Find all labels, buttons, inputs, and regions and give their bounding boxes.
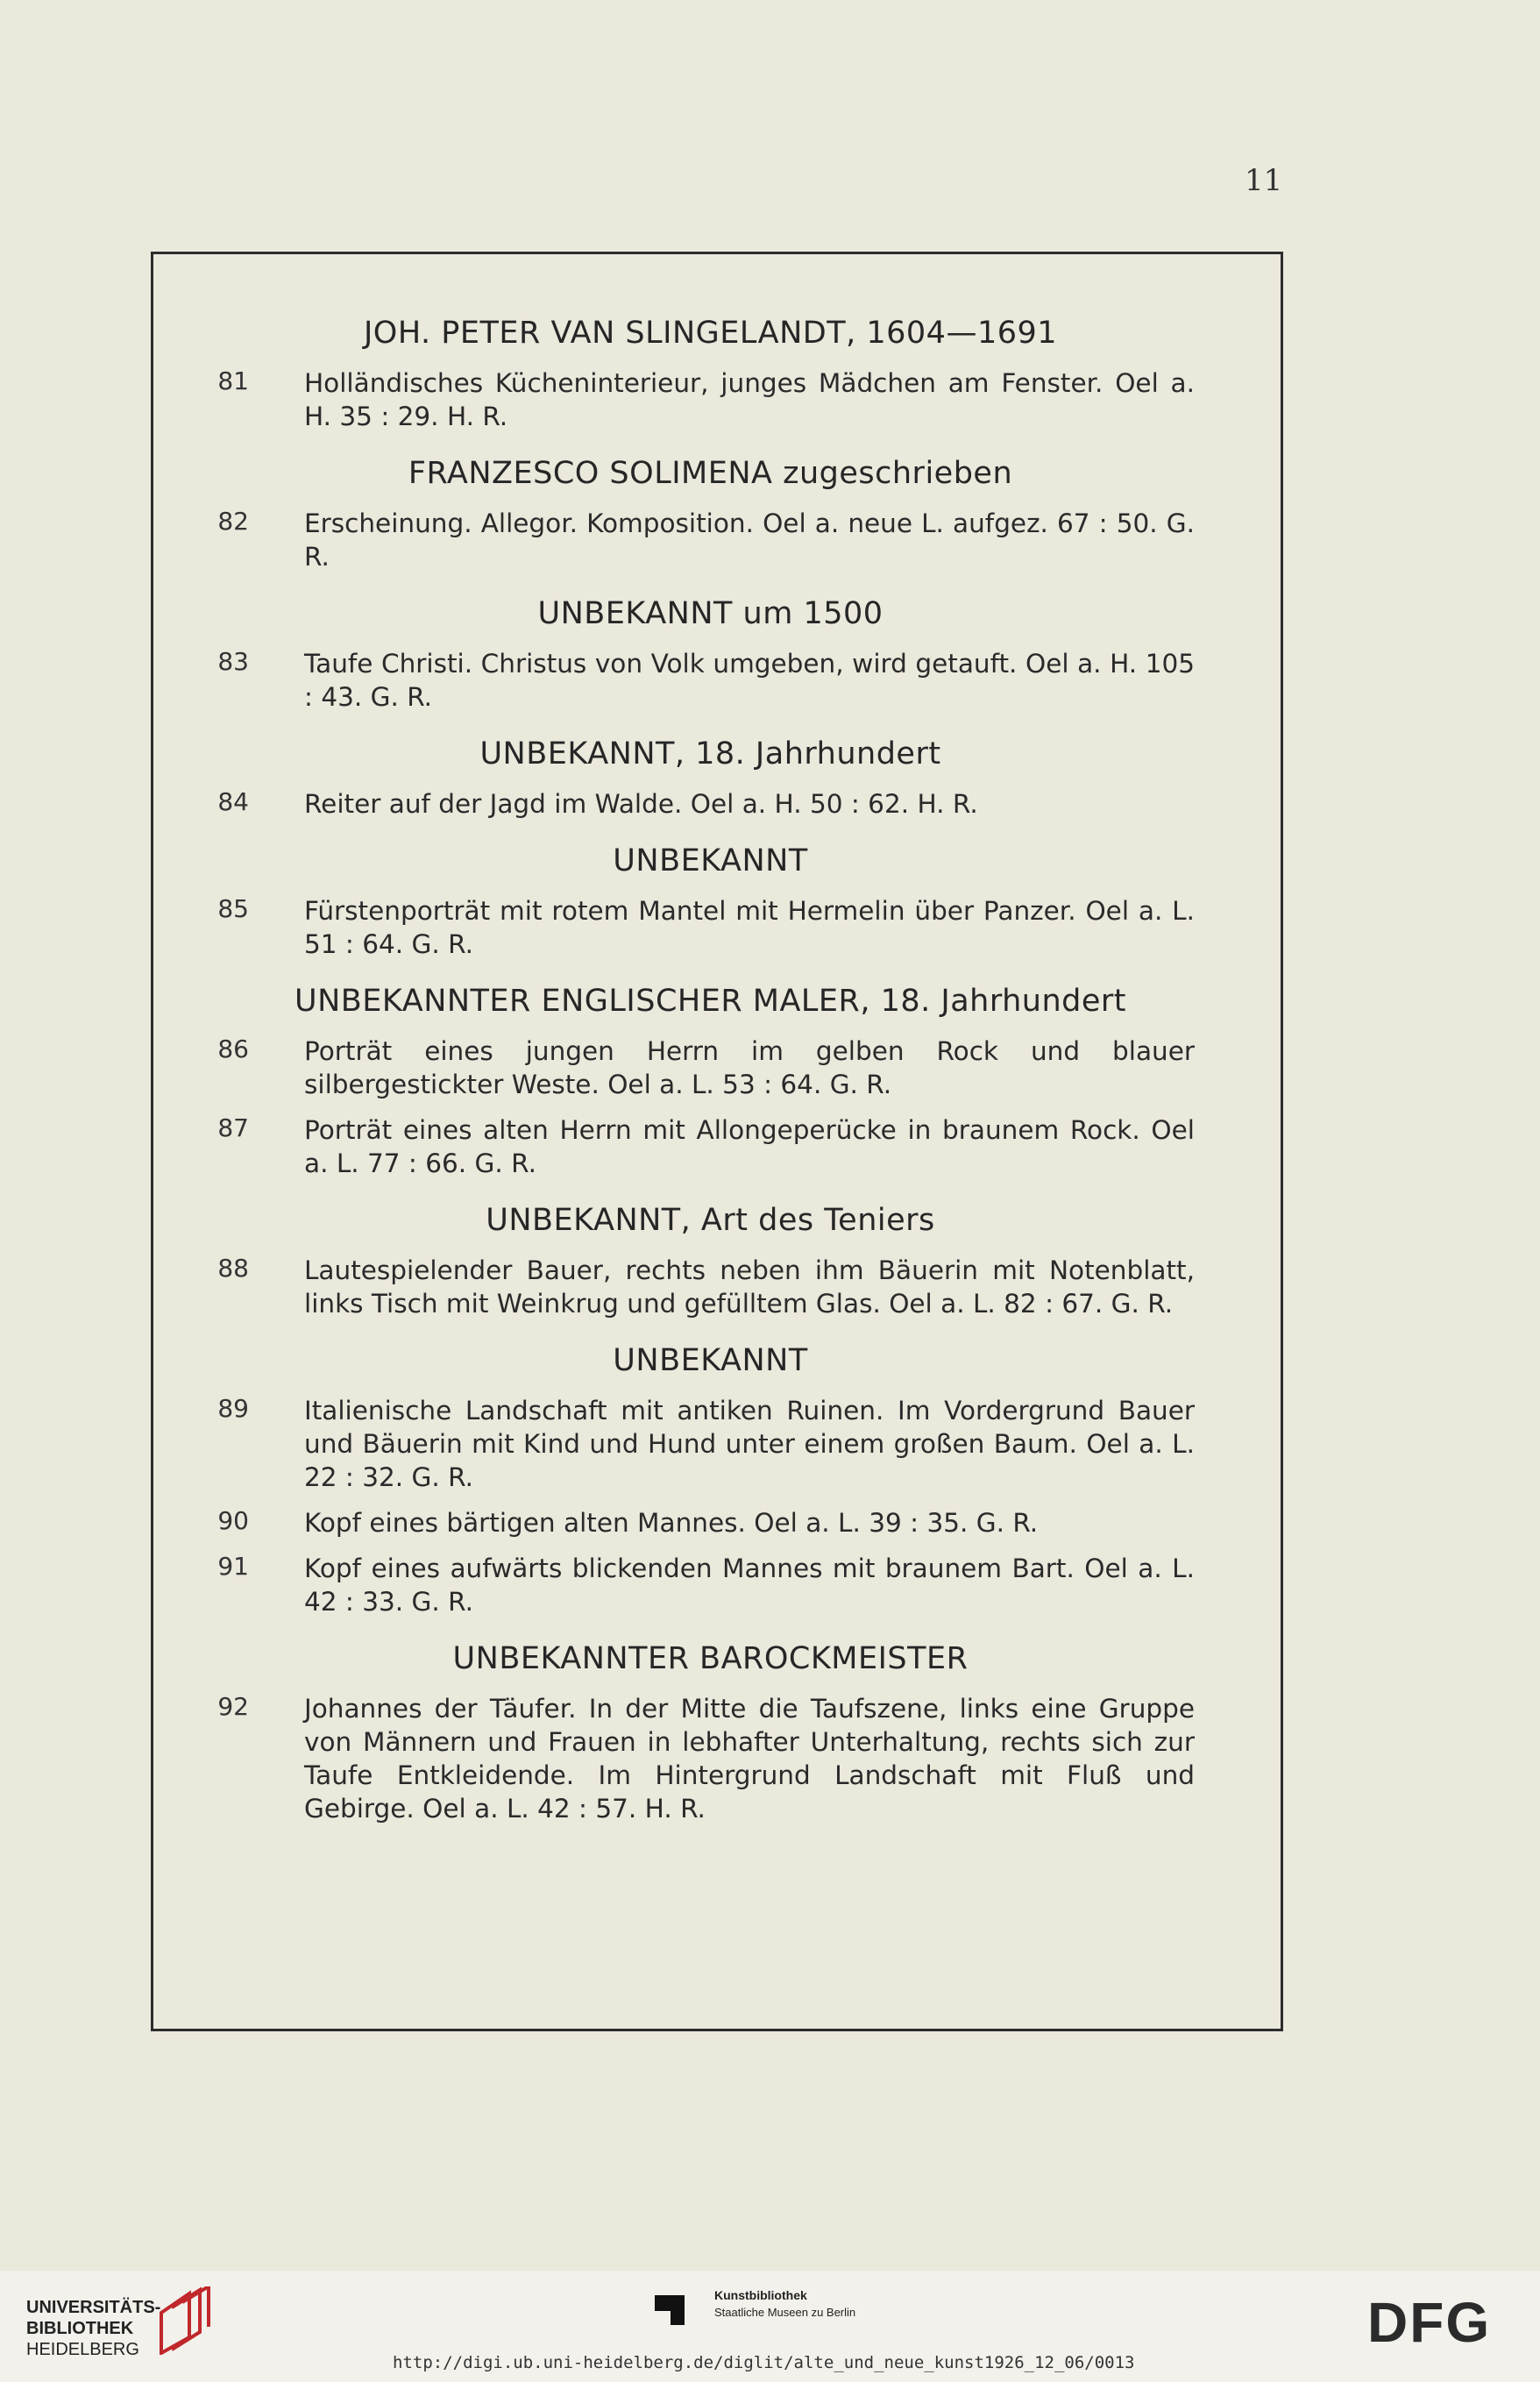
section-title: UNBEKANNTER ENGLISCHER MALER, 18. Jahrhundert <box>294 984 1127 1019</box>
permalink-url[interactable]: http://digi.ub.uni-heidelberg.de/diglit/alte_und_neue_kunst1926_12_06/0013 <box>393 2353 1135 2372</box>
dfg-logo[interactable]: DFG <box>1367 2291 1492 2354</box>
catalog-section <box>217 1343 1195 1618</box>
page-number: 11 <box>1245 163 1283 198</box>
entry-number: 88 <box>217 1254 249 1283</box>
section-title: UNBEKANNT um 1500 <box>537 596 884 631</box>
catalog-entry <box>217 1113 1195 1180</box>
entry-number: 83 <box>217 647 249 676</box>
catalog-entry <box>217 894 1195 961</box>
entry-text: Johannes der Täufer. In der Mitte die Taufszene, links eine Gruppe von Männern und Frauen in lebhafter Unterhaltung, rechts sich zur Taufe Entkleidende. Im Hintergrund Landschaft mit Fluß und Gebirge. Oel a. L. 42 : 57. H. R. <box>304 1694 1195 1824</box>
entry-text: Fürstenporträt mit rotem Mantel mit Hermelin über Panzer. Oel a. L. 51 : 64. G. R. <box>304 896 1195 959</box>
entry-text: Porträt eines jungen Herrn im gelben Rock und blauer silbergestickter Weste. Oel a. L. 53 : 64. G. R. <box>304 1036 1195 1099</box>
entry-number: 84 <box>217 787 249 816</box>
catalog-section <box>217 596 1195 714</box>
entry-text: Reiter auf der Jagd im Walde. Oel a. H. 50 : 62. H. R. <box>304 789 978 819</box>
catalog-entry <box>217 647 1195 714</box>
kunstbibliothek-logo[interactable] <box>653 2288 881 2341</box>
entry-text: Taufe Christi. Christus von Volk umgeben, wird getauft. Oel a. H. 105 : 43. G. R. <box>304 649 1195 712</box>
entry-number: 92 <box>217 1692 249 1721</box>
entry-text: Kopf eines bärtigen alten Mannes. Oel a. L. 39 : 35. G. R. <box>304 1508 1039 1538</box>
catalog-entry <box>217 366 1195 433</box>
entry-number: 85 <box>217 894 249 923</box>
catalog-section <box>217 843 1195 961</box>
entry-number: 81 <box>217 366 249 395</box>
ub-line3: HEIDELBERG <box>26 2340 139 2359</box>
catalog-section <box>217 456 1195 573</box>
kunstbibliothek-emblem-icon <box>653 2288 688 2327</box>
entry-text: Porträt eines alten Herrn mit Allongeperücke in braunem Rock. Oel a. L. 77 : 66. G. R. <box>304 1115 1195 1178</box>
ub-line1: UNIVERSITÄTS- <box>26 2298 161 2317</box>
section-title: JOH. PETER VAN SLINGELANDT, 1604—1691 <box>363 316 1058 351</box>
catalog-section <box>217 1203 1195 1320</box>
catalog-entry <box>217 1394 1195 1494</box>
entry-number: 87 <box>217 1113 249 1142</box>
entry-text: Kopf eines aufwärts blickenden Mannes mit braunem Bart. Oel a. L. 42 : 33. G. R. <box>304 1554 1195 1617</box>
entry-text: Erscheinung. Allegor. Komposition. Oel a. neue L. aufgez. 67 : 50. G. R. <box>304 508 1195 572</box>
catalog-entry <box>217 787 1195 821</box>
catalog-section <box>217 316 1195 433</box>
entry-number: 90 <box>217 1506 249 1535</box>
entry-text: Lautespielender Bauer, rechts neben ihm Bäuerin mit Notenblatt, links Tisch mit Weinkrug und gefülltem Glas. Oel a. L. 82 : 67. G. R. <box>304 1255 1195 1319</box>
ub-emblem-icon <box>154 2286 212 2355</box>
entry-number: 86 <box>217 1035 249 1063</box>
entry-text: Holländisches Kücheninterieur, junges Mädchen am Fenster. Oel a. H. 35 : 29. H. R. <box>304 368 1195 431</box>
catalog-entry <box>217 507 1195 573</box>
catalog-entry <box>217 1552 1195 1618</box>
footer-bar <box>0 2271 1540 2382</box>
university-library-logo[interactable] <box>26 2286 210 2359</box>
catalog-entry <box>217 1692 1195 1825</box>
catalog-entry <box>217 1254 1195 1320</box>
catalog-content <box>217 316 1195 1848</box>
catalog-section <box>217 984 1195 1180</box>
section-title: FRANZESCO SOLIMENA zugeschrieben <box>408 456 1013 491</box>
entry-number: 91 <box>217 1552 249 1581</box>
section-title: UNBEKANNT, Art des Teniers <box>486 1203 935 1238</box>
ub-line2: BIBLIOTHEK <box>26 2319 134 2338</box>
section-title: UNBEKANNT <box>613 843 808 878</box>
catalog-entry <box>217 1035 1195 1101</box>
catalog-section <box>217 736 1195 821</box>
catalog-section <box>217 1641 1195 1825</box>
entry-number: 82 <box>217 507 249 536</box>
section-title: UNBEKANNT <box>613 1343 808 1378</box>
entry-text: Italienische Landschaft mit antiken Ruinen. Im Vordergrund Bauer und Bäuerin mit Kind und Hund unter einem großen Baum. Oel a. L. 22 : 32. G. R. <box>304 1396 1195 1492</box>
section-title: UNBEKANNT, 18. Jahrhundert <box>479 736 941 771</box>
kunstbibliothek-subtitle: Staatliche Museen zu Berlin <box>714 2306 856 2319</box>
entry-number: 89 <box>217 1394 249 1423</box>
catalog-entry <box>217 1506 1195 1539</box>
section-title: UNBEKANNTER BAROCKMEISTER <box>452 1641 969 1676</box>
kunstbibliothek-name: Kunstbibliothek <box>714 2288 807 2302</box>
